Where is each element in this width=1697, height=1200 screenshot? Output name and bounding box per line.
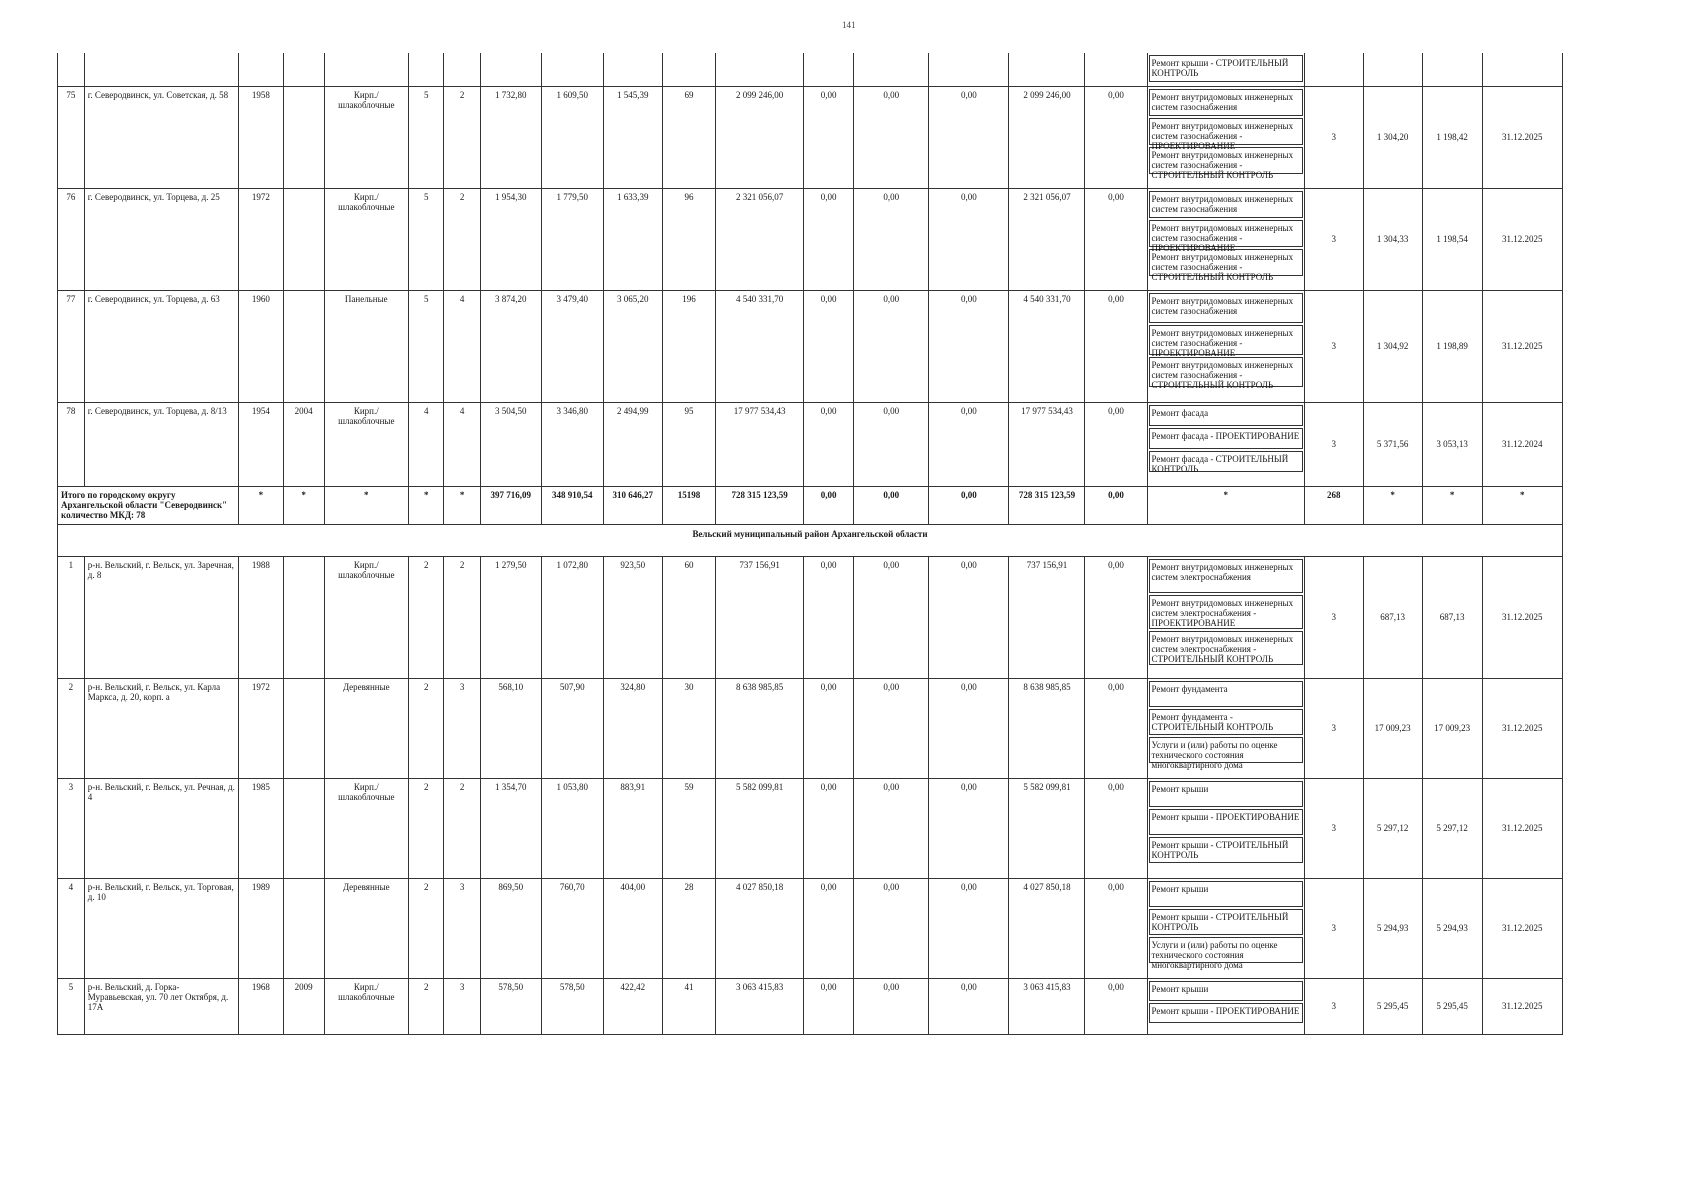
residents-cell: 60 [662, 556, 716, 678]
totals-cost-budget-region: 0,00 [854, 486, 929, 524]
table-row [58, 556, 1563, 678]
cost-total-cell: 737 156,91 [716, 556, 804, 678]
deadline-cell: 31.12.2025 [1482, 86, 1562, 188]
totals-cost-owners: 728 315 123,59 [1009, 486, 1085, 524]
wall-material-cell: Кирп./ шлакоблочные [324, 978, 409, 1034]
cost-fund-cell: 0,00 [803, 978, 853, 1034]
totals-star: * [1147, 486, 1304, 524]
table-row [58, 188, 1563, 290]
unit-cost-cell: 5 371,56 [1363, 402, 1422, 486]
works-cell [1147, 878, 1304, 978]
work-item: Ремонт крыши - СТРОИТЕЛЬНЫЙ КОНТРОЛЬ [1149, 837, 1303, 863]
year-built-cell: 1985 [238, 778, 283, 878]
works-count-cell: 3 [1304, 678, 1363, 778]
cost-owners-cell: 17 977 534,43 [1009, 402, 1085, 486]
cost-total-cell: 3 063 415,83 [716, 978, 804, 1034]
totals-row [58, 486, 1563, 524]
address-cell: г. Северодвинск, ул. Торцева, д. 8/13 [84, 402, 238, 486]
residents-cell: 41 [662, 978, 716, 1034]
address-cell: р-н. Вельский, г. Вельск, ул. Речная, д. 4 [84, 778, 238, 878]
limit-cost-cell: 687,13 [1422, 556, 1482, 678]
work-item: Ремонт крыши - СТРОИТЕЛЬНЫЙ КОНТРОЛЬ [1149, 909, 1303, 935]
works-cell [1147, 778, 1304, 878]
work-item: Ремонт внутридомовых инженерных систем электроснабжения [1149, 559, 1303, 593]
works-count-cell: 3 [1304, 556, 1363, 678]
unit-cost-cell: 5 295,45 [1363, 978, 1422, 1034]
work-item: Ремонт внутридомовых инженерных систем газоснабжения - ПРОЕКТИРОВАНИЕ [1149, 325, 1303, 355]
cost-region-cell: 0,00 [854, 556, 929, 678]
cost-owners-cell: 737 156,91 [1009, 556, 1085, 678]
floors-cell: 5 [409, 290, 444, 402]
unit-cost-cell: 17 009,23 [1363, 678, 1422, 778]
floors-cell: 2 [409, 878, 444, 978]
entrances-cell: 4 [444, 290, 480, 402]
total-area-cell: 1 954,30 [480, 188, 541, 290]
year-reconstruction-cell [283, 86, 324, 188]
wall-material-cell: Кирп./ шлакоблочные [324, 778, 409, 878]
total-area-cell: 3 874,20 [480, 290, 541, 402]
year-built-cell: 1972 [238, 678, 283, 778]
row-number: 2 [58, 678, 85, 778]
year-built-cell: 1988 [238, 556, 283, 678]
wall-material-cell: Кирп./ шлакоблочные [324, 86, 409, 188]
wall-material-cell: Деревянные [324, 678, 409, 778]
cost-owners-cell: 2 099 246,00 [1009, 86, 1085, 188]
totals-works-count: 268 [1304, 486, 1363, 524]
table-row [58, 86, 1563, 188]
year-reconstruction-cell [283, 678, 324, 778]
table-row [58, 402, 1563, 486]
deadline-cell: 31.12.2025 [1482, 290, 1562, 402]
address-cell: р-н. Вельский, г. Вельск, ул. Карла Маркса, д. 20, корп. а [84, 678, 238, 778]
row-number: 3 [58, 778, 85, 878]
cost-other-cell: 0,00 [1085, 678, 1147, 778]
year-reconstruction-cell [283, 878, 324, 978]
floors-cell: 2 [409, 978, 444, 1034]
cost-fund-cell: 0,00 [803, 878, 853, 978]
works-cell [1147, 290, 1304, 402]
cost-fund-cell: 0,00 [803, 188, 853, 290]
totals-label: Итого по городскому округу Архангельской области "Северодвинск" количество МКД: 78 [58, 486, 239, 524]
works-count-cell: 3 [1304, 188, 1363, 290]
cost-region-cell: 0,00 [854, 978, 929, 1034]
floors-cell: 5 [409, 86, 444, 188]
year-reconstruction-cell: 2004 [283, 402, 324, 486]
living-area-cell: 404,00 [603, 878, 662, 978]
works-count-cell: 3 [1304, 878, 1363, 978]
cost-total-cell: 5 582 099,81 [716, 778, 804, 878]
works-cell [1147, 978, 1304, 1034]
total-area-cell: 1 279,50 [480, 556, 541, 678]
total-area-cell: 869,50 [480, 878, 541, 978]
totals-star: * [283, 486, 324, 524]
wall-material-cell: Деревянные [324, 878, 409, 978]
entrances-cell: 2 [444, 86, 480, 188]
cost-region-cell: 0,00 [854, 290, 929, 402]
district-title: Вельский муниципальный район Архангельской области [58, 524, 1563, 556]
row-number: 4 [58, 878, 85, 978]
unit-cost-cell: 1 304,33 [1363, 188, 1422, 290]
totals-residents: 15198 [662, 486, 716, 524]
premises-area-cell: 1 609,50 [541, 86, 603, 188]
work-item: Ремонт фасада - СТРОИТЕЛЬНЫЙ КОНТРОЛЬ [1149, 451, 1303, 472]
work-item: Услуги и (или) работы по оценке технического состояния многоквартирного дома [1149, 937, 1303, 963]
entrances-cell: 4 [444, 402, 480, 486]
work-item: Ремонт фундамента - СТРОИТЕЛЬНЫЙ КОНТРОЛЬ [1149, 709, 1303, 735]
residents-cell: 69 [662, 86, 716, 188]
wall-material-cell: Кирп./ шлакоблочные [324, 556, 409, 678]
year-reconstruction-cell [283, 290, 324, 402]
entrances-cell: 3 [444, 678, 480, 778]
total-area-cell: 3 504,50 [480, 402, 541, 486]
residents-cell: 28 [662, 878, 716, 978]
unit-cost-cell: 687,13 [1363, 556, 1422, 678]
address-cell: г. Северодвинск, ул. Торцева, д. 63 [84, 290, 238, 402]
cost-other-cell: 0,00 [1085, 556, 1147, 678]
residents-cell: 196 [662, 290, 716, 402]
deadline-cell: 31.12.2025 [1482, 678, 1562, 778]
unit-cost-cell: 1 304,20 [1363, 86, 1422, 188]
works-count-cell: 3 [1304, 978, 1363, 1034]
living-area-cell: 2 494,99 [603, 402, 662, 486]
cost-owners-cell: 4 027 850,18 [1009, 878, 1085, 978]
wall-material-cell: Панельные [324, 290, 409, 402]
floors-cell: 2 [409, 778, 444, 878]
table-row [58, 878, 1563, 978]
work-item: Ремонт крыши [1149, 981, 1303, 1001]
cost-total-cell: 8 638 985,85 [716, 678, 804, 778]
totals-area-premises: 348 910,54 [541, 486, 603, 524]
work-item: Ремонт внутридомовых инженерных систем газоснабжения - ПРОЕКТИРОВАНИЕ [1149, 118, 1303, 145]
total-area-cell: 1 732,80 [480, 86, 541, 188]
living-area-cell: 1 545,39 [603, 86, 662, 188]
row-number: 78 [58, 402, 85, 486]
totals-star: * [324, 486, 409, 524]
total-area-cell: 578,50 [480, 978, 541, 1034]
floors-cell: 2 [409, 556, 444, 678]
totals-star: * [1363, 486, 1422, 524]
address-cell: р-н. Вельский, г. Вельск, ул. Заречная, д. 8 [84, 556, 238, 678]
unit-cost-cell: 5 294,93 [1363, 878, 1422, 978]
entrances-cell: 2 [444, 188, 480, 290]
cost-owners-cell: 2 321 056,07 [1009, 188, 1085, 290]
total-area-cell: 568,10 [480, 678, 541, 778]
premises-area-cell: 507,90 [541, 678, 603, 778]
limit-cost-cell: 1 198,89 [1422, 290, 1482, 402]
premises-area-cell: 1 072,80 [541, 556, 603, 678]
totals-cost-budget-local: 0,00 [929, 486, 1009, 524]
residents-cell: 95 [662, 402, 716, 486]
premises-area-cell: 578,50 [541, 978, 603, 1034]
cost-other-cell: 0,00 [1085, 402, 1147, 486]
unit-cost-cell: 1 304,92 [1363, 290, 1422, 402]
limit-cost-cell: 17 009,23 [1422, 678, 1482, 778]
works-cell [1147, 86, 1304, 188]
work-item: Ремонт крыши [1149, 881, 1303, 907]
premises-area-cell: 760,70 [541, 878, 603, 978]
year-built-cell: 1954 [238, 402, 283, 486]
cost-local-cell: 0,00 [929, 878, 1009, 978]
premises-area-cell: 1 053,80 [541, 778, 603, 878]
totals-total-area: 397 716,09 [480, 486, 541, 524]
totals-star: * [1482, 486, 1562, 524]
continued-row [58, 53, 1563, 86]
living-area-cell: 923,50 [603, 556, 662, 678]
cost-owners-cell: 5 582 099,81 [1009, 778, 1085, 878]
year-reconstruction-cell [283, 778, 324, 878]
year-reconstruction-cell [283, 188, 324, 290]
floors-cell: 4 [409, 402, 444, 486]
district-row [58, 524, 1563, 556]
address-cell: г. Северодвинск, ул. Советская, д. 58 [84, 86, 238, 188]
year-built-cell: 1968 [238, 978, 283, 1034]
year-reconstruction-cell: 2009 [283, 978, 324, 1034]
works-count-cell: 3 [1304, 778, 1363, 878]
cost-other-cell: 0,00 [1085, 978, 1147, 1034]
work-item: Ремонт внутридомовых инженерных систем электроснабжения - ПРОЕКТИРОВАНИЕ [1149, 595, 1303, 629]
cost-region-cell: 0,00 [854, 402, 929, 486]
totals-cost-other: 0,00 [1085, 486, 1147, 524]
living-area-cell: 324,80 [603, 678, 662, 778]
cost-other-cell: 0,00 [1085, 86, 1147, 188]
entrances-cell: 2 [444, 556, 480, 678]
living-area-cell: 422,42 [603, 978, 662, 1034]
cost-region-cell: 0,00 [854, 878, 929, 978]
totals-star: * [238, 486, 283, 524]
works-count-cell: 3 [1304, 290, 1363, 402]
wall-material-cell: Кирп./ шлакоблочные [324, 188, 409, 290]
floors-cell: 2 [409, 678, 444, 778]
cost-other-cell: 0,00 [1085, 878, 1147, 978]
limit-cost-cell: 5 297,12 [1422, 778, 1482, 878]
cost-total-cell: 2 099 246,00 [716, 86, 804, 188]
cost-region-cell: 0,00 [854, 86, 929, 188]
row-number: 75 [58, 86, 85, 188]
cost-local-cell: 0,00 [929, 402, 1009, 486]
limit-cost-cell: 5 295,45 [1422, 978, 1482, 1034]
table-row [58, 678, 1563, 778]
deadline-cell: 31.12.2024 [1482, 402, 1562, 486]
totals-cost-total: 728 315 123,59 [716, 486, 804, 524]
cost-region-cell: 0,00 [854, 778, 929, 878]
year-built-cell: 1972 [238, 188, 283, 290]
totals-star: * [409, 486, 444, 524]
cost-fund-cell: 0,00 [803, 556, 853, 678]
limit-cost-cell: 3 053,13 [1422, 402, 1482, 486]
works-count-cell: 3 [1304, 402, 1363, 486]
cost-owners-cell: 8 638 985,85 [1009, 678, 1085, 778]
living-area-cell: 883,91 [603, 778, 662, 878]
entrances-cell: 3 [444, 878, 480, 978]
cost-total-cell: 4 027 850,18 [716, 878, 804, 978]
work-item: Ремонт внутридомовых инженерных систем газоснабжения - СТРОИТЕЛЬНЫЙ КОНТРОЛЬ [1149, 147, 1303, 174]
works-cell [1147, 402, 1304, 486]
year-built-cell: 1960 [238, 290, 283, 402]
totals-cost-fund: 0,00 [803, 486, 853, 524]
cost-local-cell: 0,00 [929, 188, 1009, 290]
cost-local-cell: 0,00 [929, 556, 1009, 678]
row-number: 1 [58, 556, 85, 678]
premises-area-cell: 1 779,50 [541, 188, 603, 290]
work-item: Ремонт фасада [1149, 405, 1303, 426]
work-item: Ремонт крыши - ПРОЕКТИРОВАНИЕ [1149, 1003, 1303, 1023]
floors-cell: 5 [409, 188, 444, 290]
row-number: 77 [58, 290, 85, 402]
page-number: 141 [842, 20, 856, 30]
premises-area-cell: 3 479,40 [541, 290, 603, 402]
work-item: Ремонт внутридомовых инженерных систем газоснабжения - ПРОЕКТИРОВАНИЕ [1149, 220, 1303, 247]
limit-cost-cell: 1 198,42 [1422, 86, 1482, 188]
work-item: Ремонт внутридомовых инженерных систем газоснабжения - СТРОИТЕЛЬНЫЙ КОНТРОЛЬ [1149, 357, 1303, 387]
cost-fund-cell: 0,00 [803, 678, 853, 778]
entrances-cell: 3 [444, 978, 480, 1034]
address-cell: р-н. Вельский, д. Горка-Муравьевская, ул. 70 лет Октября, д. 17А [84, 978, 238, 1034]
wall-material-cell: Кирп./ шлакоблочные [324, 402, 409, 486]
cost-owners-cell: 3 063 415,83 [1009, 978, 1085, 1034]
work-item: Ремонт внутридомовых инженерных систем газоснабжения - СТРОИТЕЛЬНЫЙ КОНТРОЛЬ [1149, 249, 1303, 276]
work-item: Ремонт крыши - ПРОЕКТИРОВАНИЕ [1149, 809, 1303, 835]
work-item: Услуги и (или) работы по оценке технического состояния многоквартирного дома [1149, 737, 1303, 763]
limit-cost-cell: 5 294,93 [1422, 878, 1482, 978]
cost-other-cell: 0,00 [1085, 778, 1147, 878]
table-row [58, 978, 1563, 1034]
work-item: Ремонт внутридомовых инженерных систем газоснабжения [1149, 89, 1303, 116]
year-reconstruction-cell [283, 556, 324, 678]
year-built-cell: 1958 [238, 86, 283, 188]
totals-area-living: 310 646,27 [603, 486, 662, 524]
residents-cell: 96 [662, 188, 716, 290]
cost-other-cell: 0,00 [1085, 188, 1147, 290]
cost-local-cell: 0,00 [929, 978, 1009, 1034]
year-built-cell: 1989 [238, 878, 283, 978]
cost-total-cell: 17 977 534,43 [716, 402, 804, 486]
cost-fund-cell: 0,00 [803, 290, 853, 402]
table-row [58, 290, 1563, 402]
works-cell [1147, 678, 1304, 778]
cost-total-cell: 4 540 331,70 [716, 290, 804, 402]
totals-star: * [444, 486, 480, 524]
total-area-cell: 1 354,70 [480, 778, 541, 878]
deadline-cell: 31.12.2025 [1482, 188, 1562, 290]
work-item: Ремонт крыши [1149, 781, 1303, 807]
table-row [58, 778, 1563, 878]
address-cell: р-н. Вельский, г. Вельск, ул. Торговая, д. 10 [84, 878, 238, 978]
premises-area-cell: 3 346,80 [541, 402, 603, 486]
row-number: 76 [58, 188, 85, 290]
totals-star: * [1422, 486, 1482, 524]
work-item: Ремонт фундамента [1149, 681, 1303, 707]
limit-cost-cell: 1 198,54 [1422, 188, 1482, 290]
cost-region-cell: 0,00 [854, 678, 929, 778]
residents-cell: 59 [662, 778, 716, 878]
works-count-cell: 3 [1304, 86, 1363, 188]
entrances-cell: 2 [444, 778, 480, 878]
address-cell: г. Северодвинск, ул. Торцева, д. 25 [84, 188, 238, 290]
work-item: Ремонт внутридомовых инженерных систем газоснабжения [1149, 191, 1303, 218]
deadline-cell: 31.12.2025 [1482, 878, 1562, 978]
cost-fund-cell: 0,00 [803, 86, 853, 188]
work-item: Ремонт фасада - ПРОЕКТИРОВАНИЕ [1149, 428, 1303, 449]
unit-cost-cell: 5 297,12 [1363, 778, 1422, 878]
living-area-cell: 3 065,20 [603, 290, 662, 402]
cost-local-cell: 0,00 [929, 290, 1009, 402]
deadline-cell: 31.12.2025 [1482, 978, 1562, 1034]
cost-local-cell: 0,00 [929, 678, 1009, 778]
cost-total-cell: 2 321 056,07 [716, 188, 804, 290]
work-item: Ремонт внутридомовых инженерных систем газоснабжения [1149, 293, 1303, 323]
works-cell [1147, 188, 1304, 290]
cost-local-cell: 0,00 [929, 778, 1009, 878]
cost-other-cell: 0,00 [1085, 290, 1147, 402]
row-number: 5 [58, 978, 85, 1034]
work-item: Ремонт внутридомовых инженерных систем электроснабжения - СТРОИТЕЛЬНЫЙ КОНТРОЛЬ [1149, 631, 1303, 665]
residents-cell: 30 [662, 678, 716, 778]
work-item: Ремонт крыши - СТРОИТЕЛЬНЫЙ КОНТРОЛЬ [1149, 55, 1303, 82]
cost-region-cell: 0,00 [854, 188, 929, 290]
living-area-cell: 1 633,39 [603, 188, 662, 290]
cost-owners-cell: 4 540 331,70 [1009, 290, 1085, 402]
deadline-cell: 31.12.2025 [1482, 556, 1562, 678]
cost-fund-cell: 0,00 [803, 402, 853, 486]
works-cell [1147, 556, 1304, 678]
cost-fund-cell: 0,00 [803, 778, 853, 878]
register-table [57, 53, 1563, 1035]
cost-local-cell: 0,00 [929, 86, 1009, 188]
deadline-cell: 31.12.2025 [1482, 778, 1562, 878]
